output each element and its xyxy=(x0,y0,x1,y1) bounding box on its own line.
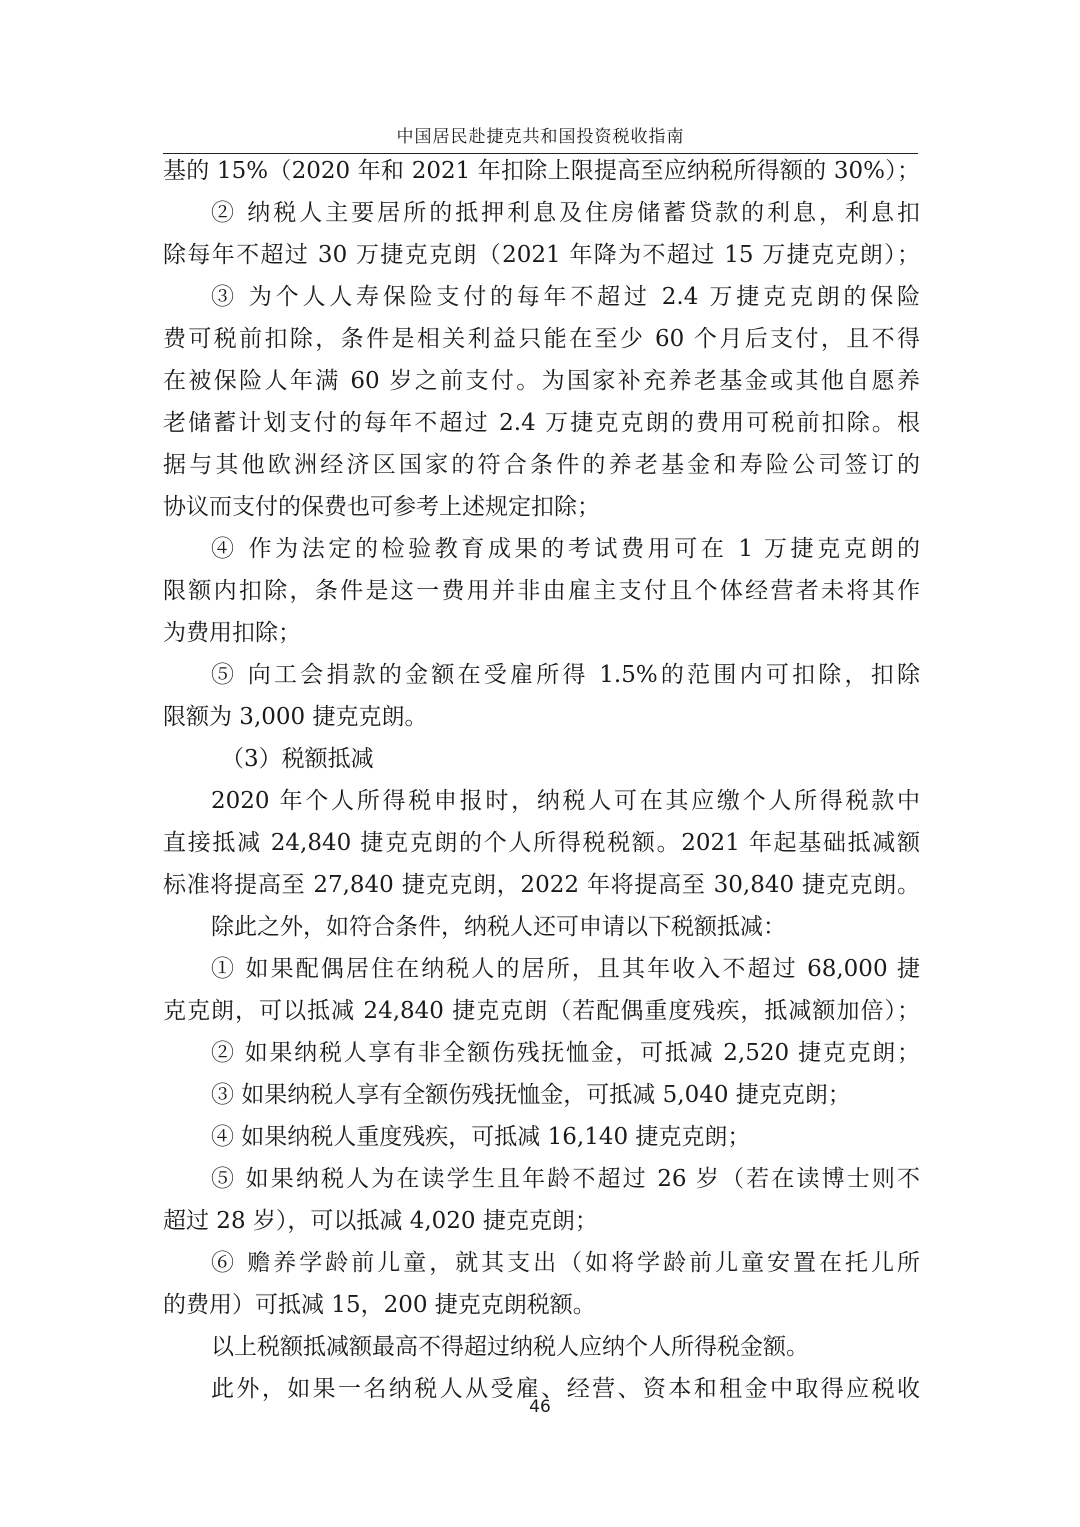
text-line: ④ 如果纳税人重度残疾，可抵减 16,140 捷克克朗； xyxy=(211,1124,751,1150)
text-line: 除每年不超过 30 万捷克克朗（2021 年降为不超过 15 万捷克克朗）； xyxy=(163,242,920,268)
text-line: 费可税前扣除，条件是相关利益只能在至少 60 个月后支付，且不得 xyxy=(163,326,920,352)
text-line: 限额内扣除，条件是这一费用并非由雇主支付且个体经营者未将其作 xyxy=(163,578,920,604)
text-line: ⑤ 如果纳税人为在读学生且年龄不超过 26 岁（若在读博士则不 xyxy=(211,1166,920,1192)
text-line: ③ 如果纳税人享有全额伤残抚恤金，可抵减 5,040 捷克克朗； xyxy=(211,1082,851,1108)
text-line: 克克朗，可以抵减 24,840 捷克克朗（若配偶重度残疾，抵减额加倍）； xyxy=(163,998,920,1024)
text-line: 据与其他欧洲经济区国家的符合条件的养老基金和寿险公司签订的 xyxy=(163,452,920,478)
text-line: 的费用）可抵减 15，200 捷克克朗税额。 xyxy=(163,1292,596,1318)
text-line: 除此之外，如符合条件，纳税人还可申请以下税额抵减： xyxy=(211,914,786,940)
text-line: ② 如果纳税人享有非全额伤残抚恤金，可抵减 2,520 捷克克朗； xyxy=(211,1040,920,1066)
page-number: 46 xyxy=(529,1397,551,1417)
running-header: 中国居民赴捷克共和国投资税收指南 xyxy=(396,127,685,147)
section-heading: （3）税额抵减 xyxy=(221,746,374,772)
text-line: 限额为 3,000 捷克克朗。 xyxy=(163,704,428,730)
text-line: 为费用扣除； xyxy=(163,620,301,646)
text-line: ④ 作为法定的检验教育成果的考试费用可在 1 万捷克克朗的 xyxy=(211,536,920,562)
body-text xyxy=(163,150,920,1410)
text-line: 以上税额抵减额最高不得超过纳税人应纳个人所得税金额。 xyxy=(211,1334,809,1360)
text-line: ① 如果配偶居住在纳税人的居所，且其年收入不超过 68,000 捷 xyxy=(211,956,920,982)
text-line: 协议而支付的保费也可参考上述规定扣除； xyxy=(163,494,600,520)
text-line: ⑥ 赡养学龄前儿童，就其支出（如将学龄前儿童安置在托儿所 xyxy=(211,1250,920,1276)
text-line: 标准将提高至 27,840 捷克克朗，2022 年将提高至 30,840 捷克克朗。 xyxy=(163,872,920,898)
text-line: 老储蓄计划支付的每年不超过 2.4 万捷克克朗的费用可税前扣除。根 xyxy=(163,410,920,436)
text-line: 此外，如果一名纳税人从受雇、经营、资本和租金中取得应税收 xyxy=(211,1376,920,1402)
text-line: ② 纳税人主要居所的抵押利息及住房储蓄贷款的利息，利息扣 xyxy=(211,200,920,226)
text-line: 2020 年个人所得税申报时，纳税人可在其应缴个人所得税款中 xyxy=(211,788,920,814)
text-line: ③ 为个人人寿保险支付的每年不超过 2.4 万捷克克朗的保险 xyxy=(211,284,920,310)
text-line: 超过 28 岁），可以抵减 4,020 捷克克朗； xyxy=(163,1208,598,1234)
text-line: 在被保险人年满 60 岁之前支付。为国家补充养老基金或其他自愿养 xyxy=(163,368,920,394)
text-line: ⑤ 向工会捐款的金额在受雇所得 1.5%的范围内可扣除，扣除 xyxy=(211,662,920,688)
text-line: 基的 15%（2020 年和 2021 年扣除上限提高至应纳税所得额的 30%）； xyxy=(163,158,920,184)
text-line: 直接抵减 24,840 捷克克朗的个人所得税税额。2021 年起基础抵减额 xyxy=(163,830,920,856)
